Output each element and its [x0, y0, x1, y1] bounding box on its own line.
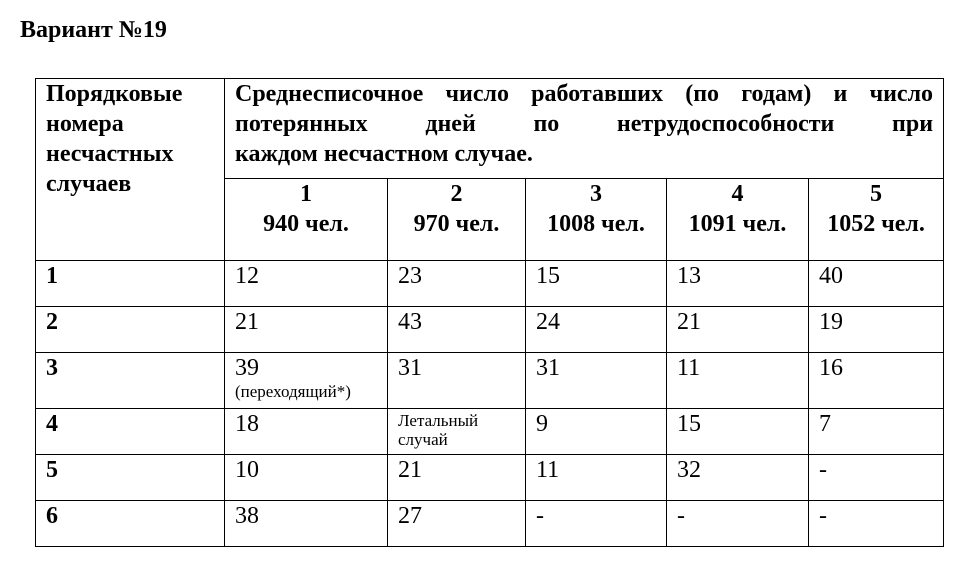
value-cell: 32 — [667, 455, 809, 501]
value-cell: 31 — [388, 353, 526, 409]
year-header-2 — [388, 179, 526, 261]
accident-cases-table — [35, 78, 944, 547]
value-cell: 12 — [225, 261, 388, 307]
value-cell: 27 — [388, 501, 526, 547]
year-workers: 970 чел. — [413, 211, 500, 237]
value-cell: 23 — [388, 261, 526, 307]
value-cell: 21 — [667, 307, 809, 353]
year-header-3 — [526, 179, 667, 261]
value-cell: 16 — [809, 353, 944, 409]
value-text: 39 — [235, 355, 259, 381]
year-header-5 — [809, 179, 944, 261]
year-number: 5 — [870, 181, 883, 207]
year-workers: 1052 чел. — [827, 211, 925, 237]
year-header-1 — [225, 179, 388, 261]
table-row — [36, 261, 944, 307]
value-cell: - — [667, 501, 809, 547]
value-cell: 21 — [225, 307, 388, 353]
row-header-cell — [36, 79, 225, 261]
value-cell: 40 — [809, 261, 944, 307]
case-number: 3 — [36, 353, 225, 409]
value-cell: 21 — [388, 455, 526, 501]
column-group-header-line-1: Среднесписочное число работавших (по годам) и — [235, 81, 848, 107]
row-header-label: Порядковые номера несчастных случаев — [46, 81, 183, 197]
case-number: 1 — [36, 261, 225, 307]
value-cell — [225, 353, 388, 409]
transitional-note: (переходящий*) — [235, 382, 351, 401]
table-row — [36, 307, 944, 353]
table-row — [36, 501, 944, 547]
value-cell — [388, 409, 526, 455]
fatal-case-label: Летальный случай — [398, 411, 479, 449]
value-cell: 9 — [526, 409, 667, 455]
value-cell: 15 — [667, 409, 809, 455]
year-workers: 1008 чел. — [547, 211, 645, 237]
year-workers: 1091 чел. — [688, 211, 787, 237]
year-workers: 940 чел. — [263, 211, 349, 237]
value-cell: - — [526, 501, 667, 547]
value-cell: 15 — [526, 261, 667, 307]
value-cell: 19 — [809, 307, 944, 353]
case-number: 2 — [36, 307, 225, 353]
case-number: 6 — [36, 501, 225, 547]
value-cell: 11 — [667, 353, 809, 409]
column-group-header-line-2: число потерянных дней по нетрудоспособности при — [235, 81, 934, 137]
value-cell: 13 — [667, 261, 809, 307]
value-cell: - — [809, 455, 944, 501]
value-cell: 24 — [526, 307, 667, 353]
case-number: 5 — [36, 455, 225, 501]
page-title: Вариант №19 — [20, 17, 167, 43]
value-cell: - — [809, 501, 944, 547]
year-number: 1 — [300, 181, 312, 207]
table-row — [36, 455, 944, 501]
year-number: 3 — [590, 181, 602, 207]
value-cell: 31 — [526, 353, 667, 409]
year-number: 4 — [731, 181, 744, 207]
value-cell: 38 — [225, 501, 388, 547]
value-cell: 11 — [526, 455, 667, 501]
table-row — [36, 353, 944, 409]
column-group-header-line-3: каждом несчастном случае. — [235, 141, 533, 167]
value-cell: 10 — [225, 455, 388, 501]
year-header-4 — [667, 179, 809, 261]
table-row — [36, 409, 944, 455]
value-cell: 43 — [388, 307, 526, 353]
year-number: 2 — [450, 181, 463, 207]
column-group-header-cell — [225, 79, 944, 179]
value-cell: 18 — [225, 409, 388, 455]
case-number: 4 — [36, 409, 225, 455]
value-cell: 7 — [809, 409, 944, 455]
